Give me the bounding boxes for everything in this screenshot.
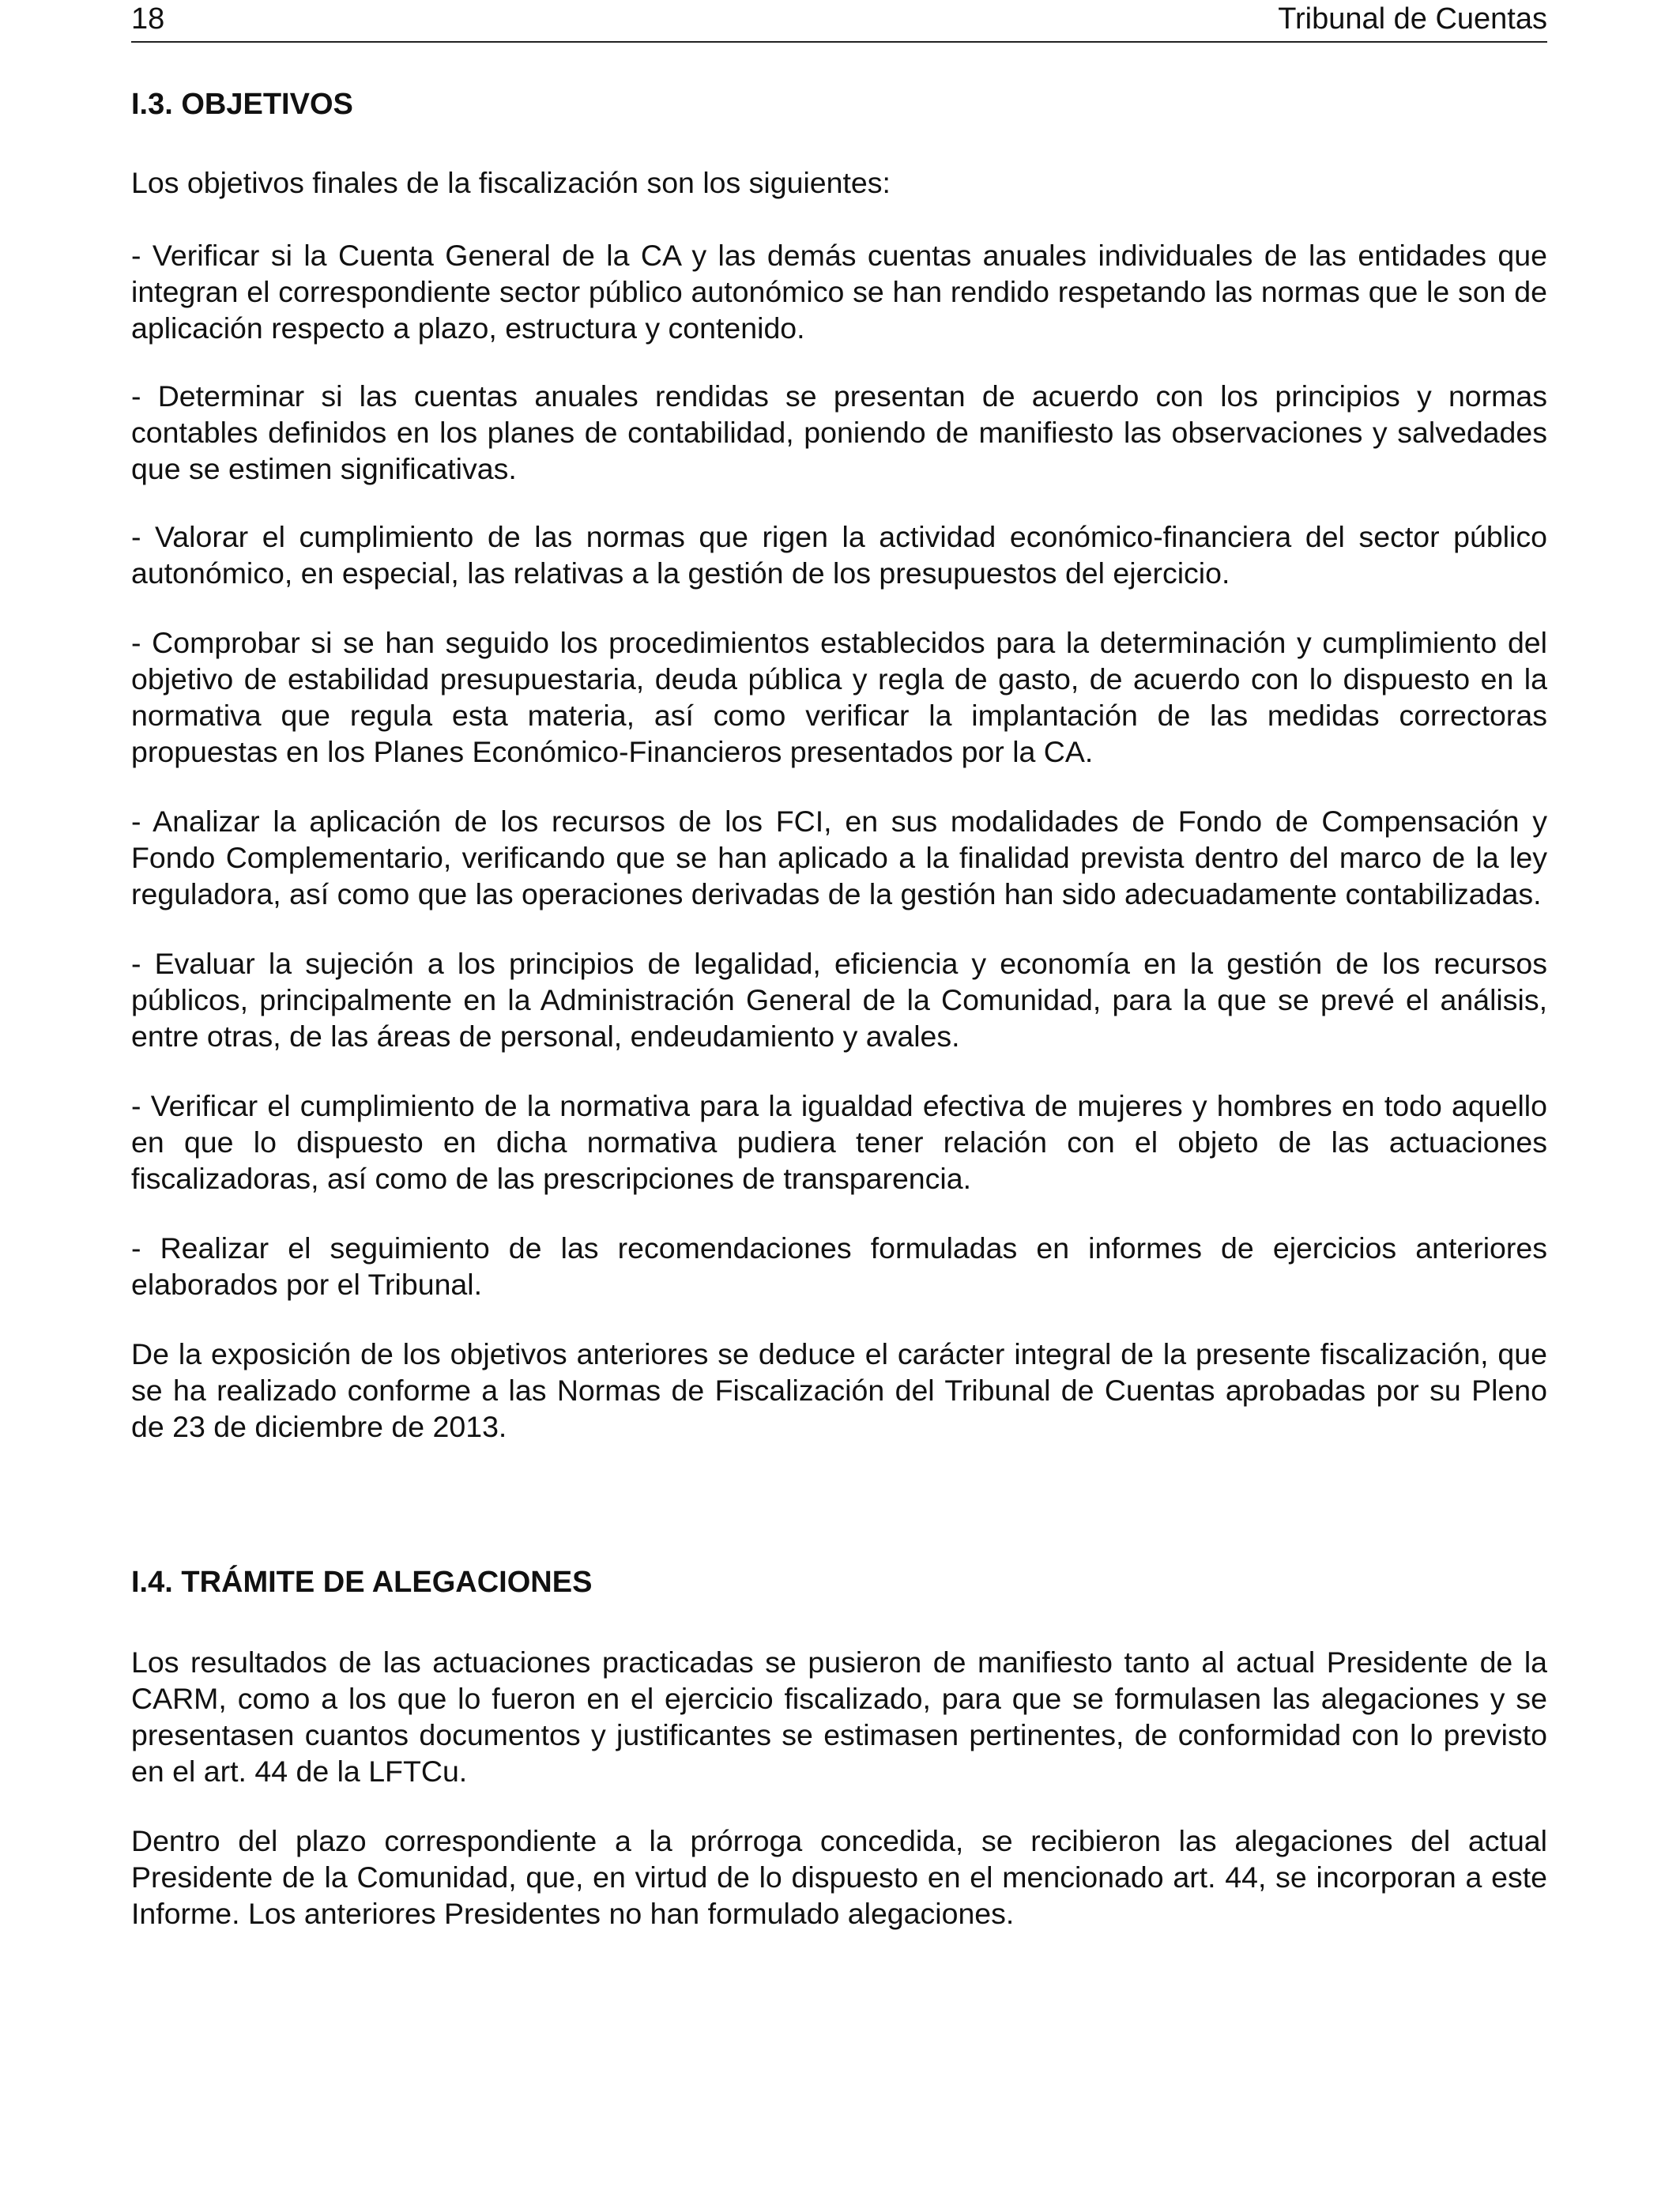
- section-title-objetivos: I.3. OBJETIVOS: [131, 88, 353, 121]
- alegaciones-paragraph: Los resultados de las actuaciones practicadas se pusieron de manifiesto tanto al actual Presidente de la CARM, como a los que lo fueron en el ejercicio fiscalizado, para que se formulasen las alegaciones y se presentasen cuantos documentos y justificantes se estimasen pertinentes, de conformidad con lo previsto en el art. 44 de la LFTCu.: [131, 1646, 1547, 1788]
- objetivo-item: - Verificar si la Cuenta General de la CA y las demás cuentas anuales individuales de las entidades que integran el correspondiente sector público autonómico se han rendido respetando las normas que le son de aplicación respecto a plazo, estructura y contenido.: [131, 239, 1547, 345]
- page-number: 18: [131, 2, 165, 36]
- objetivo-item: - Evaluar la sujeción a los principios de legalidad, eficiencia y economía en la gestión de los recursos públicos, principalmente en la Administración General de la Comunidad, para la que se prevé el análisis, entre otras, de las áreas de personal, endeudamiento y avales.: [131, 947, 1547, 1053]
- running-header: [131, 0, 1547, 43]
- header-organization: Tribunal de Cuentas: [1278, 2, 1547, 36]
- objetivo-item: - Verificar el cumplimiento de la normativa para la igualdad efectiva de mujeres y hombres en todo aquello en que lo dispuesto en dicha normativa pudiera tener relación con el objeto de las actuaciones fiscalizadoras, así como de las prescripciones de transparencia.: [131, 1089, 1547, 1195]
- objetivo-item: - Realizar el seguimiento de las recomendaciones formuladas en informes de ejercicios anteriores elaborados por el Tribunal.: [131, 1231, 1547, 1301]
- document-page: [131, 0, 1547, 1932]
- section-title-alegaciones: I.4. TRÁMITE DE ALEGACIONES: [131, 1566, 593, 1599]
- objetivo-item: - Comprobar si se han seguido los procedimientos establecidos para la determinación y cumplimiento del objetivo de estabilidad presupuestaria, deuda pública y regla de gasto, de acuerdo con lo dispuesto en la normativa que regula esta materia, así como verificar la implantación de las medidas correctoras propuestas en los Planes Económico-Financieros presentados por la CA.: [131, 626, 1547, 768]
- objetivo-item: - Analizar la aplicación de los recursos de los FCI, en sus modalidades de Fondo de Compensación y Fondo Complementario, verificando que se han aplicado a la finalidad prevista dentro del marco de la ley reguladora, así como que las operaciones derivadas de la gestión han sido adecuadamente contabilizadas.: [131, 805, 1547, 910]
- objetivo-item: - Valorar el cumplimiento de las normas que rigen la actividad económico-financiera del sector público autonómico, en especial, las relativas a la gestión de los presupuestos del ejercicio.: [131, 520, 1547, 590]
- objetivo-item: - Determinar si las cuentas anuales rendidas se presentan de acuerdo con los principios y normas contables definidos en los planes de contabilidad, poniendo de manifiesto las observaciones y salvedades que se estimen significativas.: [131, 379, 1547, 485]
- alegaciones-paragraph: Dentro del plazo correspondiente a la prórroga concedida, se recibieron las alegaciones del actual Presidente de la Comunidad, que, en virtud de lo dispuesto en el mencionado art. 44, se incorporan a este Informe. Los anteriores Presidentes no han formulado alegaciones.: [131, 1824, 1547, 1930]
- objetivos-intro: Los objetivos finales de la fiscalización son los siguientes:: [131, 166, 891, 199]
- objetivos-conclusion: De la exposición de los objetivos anteriores se deduce el carácter integral de la presente fiscalización, que se ha realizado conforme a las Normas de Fiscalización del Tribunal de Cuentas aprobadas por su Pleno de 23 de diciembre de 2013.: [131, 1337, 1547, 1443]
